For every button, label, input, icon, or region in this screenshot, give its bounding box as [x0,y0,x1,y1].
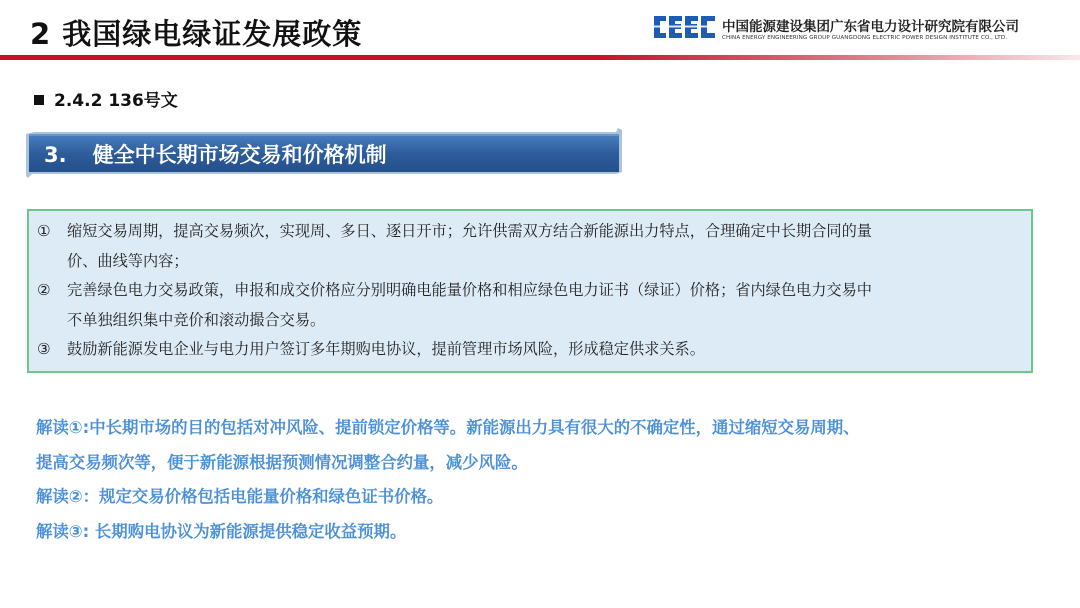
policy-item-marker: ② [37,281,51,299]
policy-item-text: 缩短交易周期，提高交易频次，实现周、多日、逐日开市；允许供需双方结合新能源出力特点，合理确定中长期合同的量 [67,222,872,240]
policy-item-text: 完善绿色电力交易政策，申报和成交价格应分别明确电能量价格和相应绿色电力证书（绿证）价格；省内绿色电力交易中 [67,281,872,299]
interpretation-line: 解读③: 长期购电协议为新能源提供稳定收益预期。 [36,521,407,541]
policy-item-indent [37,247,67,277]
company-logo [652,14,1072,48]
section-heading [34,86,178,111]
policy-item-line [37,335,1017,365]
policy-item-marker: ① [37,222,51,240]
policy-box [27,209,1033,373]
policy-item-line [37,247,1017,277]
banner-number: 3. [44,143,67,167]
header-divider [0,55,1080,60]
policy-item-marker: ③ [37,340,51,358]
square-bullet-icon [34,95,44,105]
org-name-en: CHINA ENERGY ENGINEERING GROUP GUANGDONG ELECTRIC POWER DESIGN INSTITUTE CO., LTD. [722,35,1008,41]
policy-item-text: 鼓励新能源发电企业与电力用户签订多年期购电协议，提前管理市场风险，形成稳定供求关系。 [67,340,705,358]
interpretation-block [36,411,1056,549]
interpretation-line: 解读①:中长期市场的目的包括对冲风险、提前锁定价格等。新能源出力具有很大的不确定性，通过缩短交易周期、 [36,418,860,437]
policy-item-line [37,306,1017,336]
policy-item-indent [37,306,67,336]
slide-title: 2 我国绿电绿证发展政策 [30,17,363,51]
policy-item-line [37,276,1017,306]
interpretation-line: 提高交易频次等，便于新能源根据预测情况调整合约量，减少风险。 [36,452,528,472]
org-name-cn: 中国能源建设集团广东省电力设计研究院有限公司 [722,19,1019,35]
banner-title: 健全中长期市场交易和价格机制 [92,143,387,167]
policy-item-text: 不单独组织集中竞价和滚动撮合交易。 [67,310,326,329]
topic-banner [26,128,624,178]
policy-item-text: 价、曲线等内容； [67,251,189,270]
interpretation-line: 解读②：规定交易价格包括电能量价格和绿色证书价格。 [36,487,444,506]
section-heading-text: 2.4.2 136号文 [54,91,178,111]
ceec-logo-icon [652,14,718,40]
policy-item-line [37,217,1017,247]
